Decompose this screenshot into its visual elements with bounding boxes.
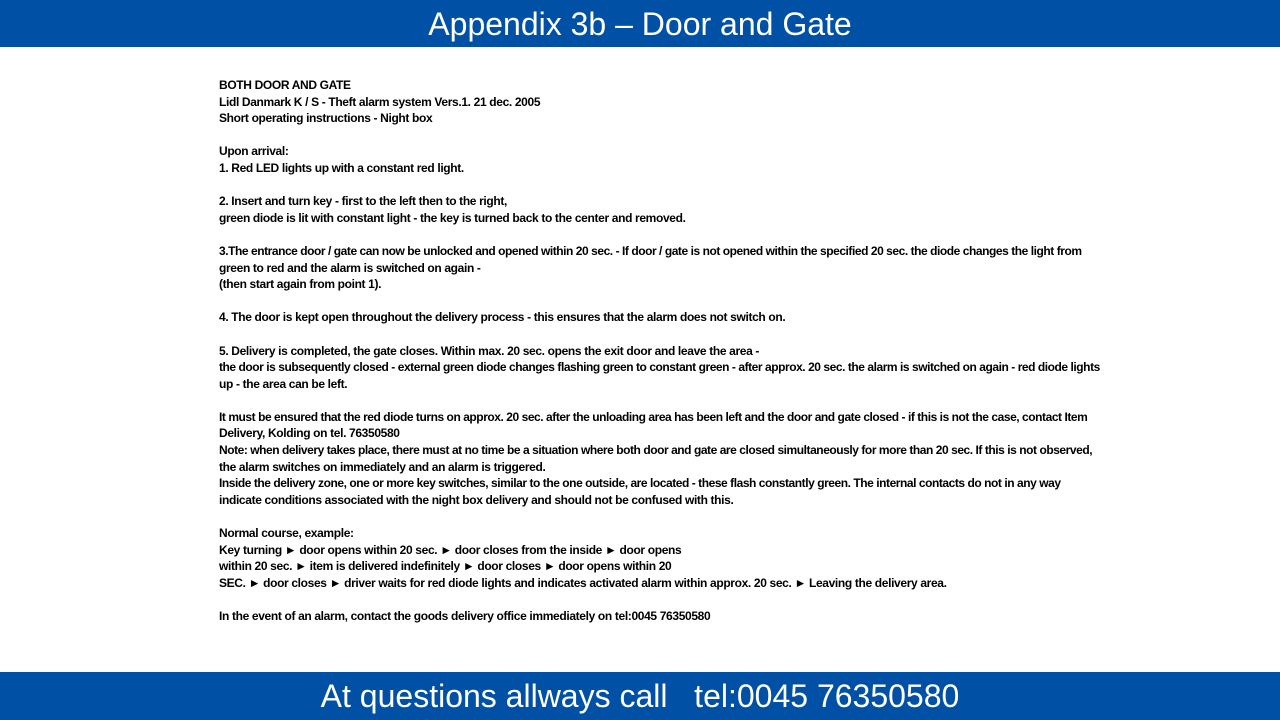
step-3-line-3: (then start again from point 1). (219, 277, 382, 292)
step-5-block (219, 343, 1204, 393)
notes-block (219, 409, 1204, 509)
step-4-text: 4. The door is kept open throughout the delivery process - this ensures that the alarm does not switch on. (219, 310, 786, 325)
document-heading: BOTH DOOR AND GATE (219, 78, 351, 92)
normal-course-heading: Normal course, example: (219, 526, 354, 541)
normal-course-line-3: SEC. ► door closes ► driver waits for red diode lights and indicates activated alarm within approx. 20 sec. ► Leaving the delivery area. (219, 575, 947, 590)
notes-line-3: Note: when delivery takes place, there must at no time be a situation where both door and gate are closed simultaneously for more than 20 sec. If this is not observed, (219, 443, 1093, 458)
step-2-line-2: green diode is lit with constant light - the key is turned back to the center and removed. (219, 210, 686, 225)
normal-course-block (219, 525, 1204, 591)
alarm-block (219, 608, 1204, 625)
arrival-block (219, 143, 1204, 176)
normal-course-line-1: Key turning ► door opens within 20 sec. ► door closes from the inside ► door opens (219, 542, 682, 557)
arrival-heading: Upon arrival: (219, 144, 289, 159)
notes-line-4: the alarm switches on immediately and an alarm is triggered. (219, 459, 546, 474)
step-3-line-1: 3.The entrance door / gate can now be unlocked and opened within 20 sec. - If door / gate is not opened within the specified 20 sec. the diode changes the light from (219, 243, 1082, 258)
step-2-line-1: 2. Insert and turn key - first to the left then to the right, (219, 194, 508, 209)
notes-line-5: Inside the delivery zone, one or more key switches, similar to the one outside, are located - these flash constantly green. The internal contacts do not in any way (219, 476, 1061, 491)
step-3-line-2: green to red and the alarm is switched on again - (219, 260, 481, 275)
step-5-line-2: the door is subsequently closed - external green diode changes flashing green to constant green - after approx. 20 sec. the alarm is switched on again - red diode lights (219, 360, 1100, 375)
step-5-line-1: 5. Delivery is completed, the gate closes. Within max. 20 sec. opens the exit door and leave the area - (219, 343, 760, 358)
notes-line-2: Delivery, Kolding on tel. 76350580 (219, 426, 400, 441)
step-1-text: 1. Red LED lights up with a constant red light. (219, 160, 464, 175)
document-version-line: Lidl Danmark K / S - Theft alarm system Vers.1. 21 dec. 2005 (219, 94, 541, 109)
step-4-block (219, 309, 1204, 326)
notes-line-6: indicate conditions associated with the night box delivery and should not be confused with this. (219, 492, 734, 507)
footer-contact-bar: At questions allways call tel:0045 76350580 (0, 672, 1280, 720)
heading-block (219, 77, 1204, 127)
step-3-block (219, 243, 1204, 293)
step-2-block (219, 193, 1204, 226)
alarm-contact-text: In the event of an alarm, contact the goods delivery office immediately on tel:0045 76350580 (219, 609, 711, 623)
notes-line-1: It must be ensured that the red diode turns on approx. 20 sec. after the unloading area has been left and the door and gate closed - if this is not the case, contact Item (219, 409, 1088, 424)
normal-course-line-2: within 20 sec. ► item is delivered indefinitely ► door closes ► door opens within 20 (219, 559, 672, 574)
document-subtitle: Short operating instructions - Night box (219, 111, 433, 126)
step-5-line-3: up - the area can be left. (219, 376, 348, 391)
document-body (219, 77, 1204, 641)
page-title: Appendix 3b – Door and Gate (0, 0, 1280, 47)
